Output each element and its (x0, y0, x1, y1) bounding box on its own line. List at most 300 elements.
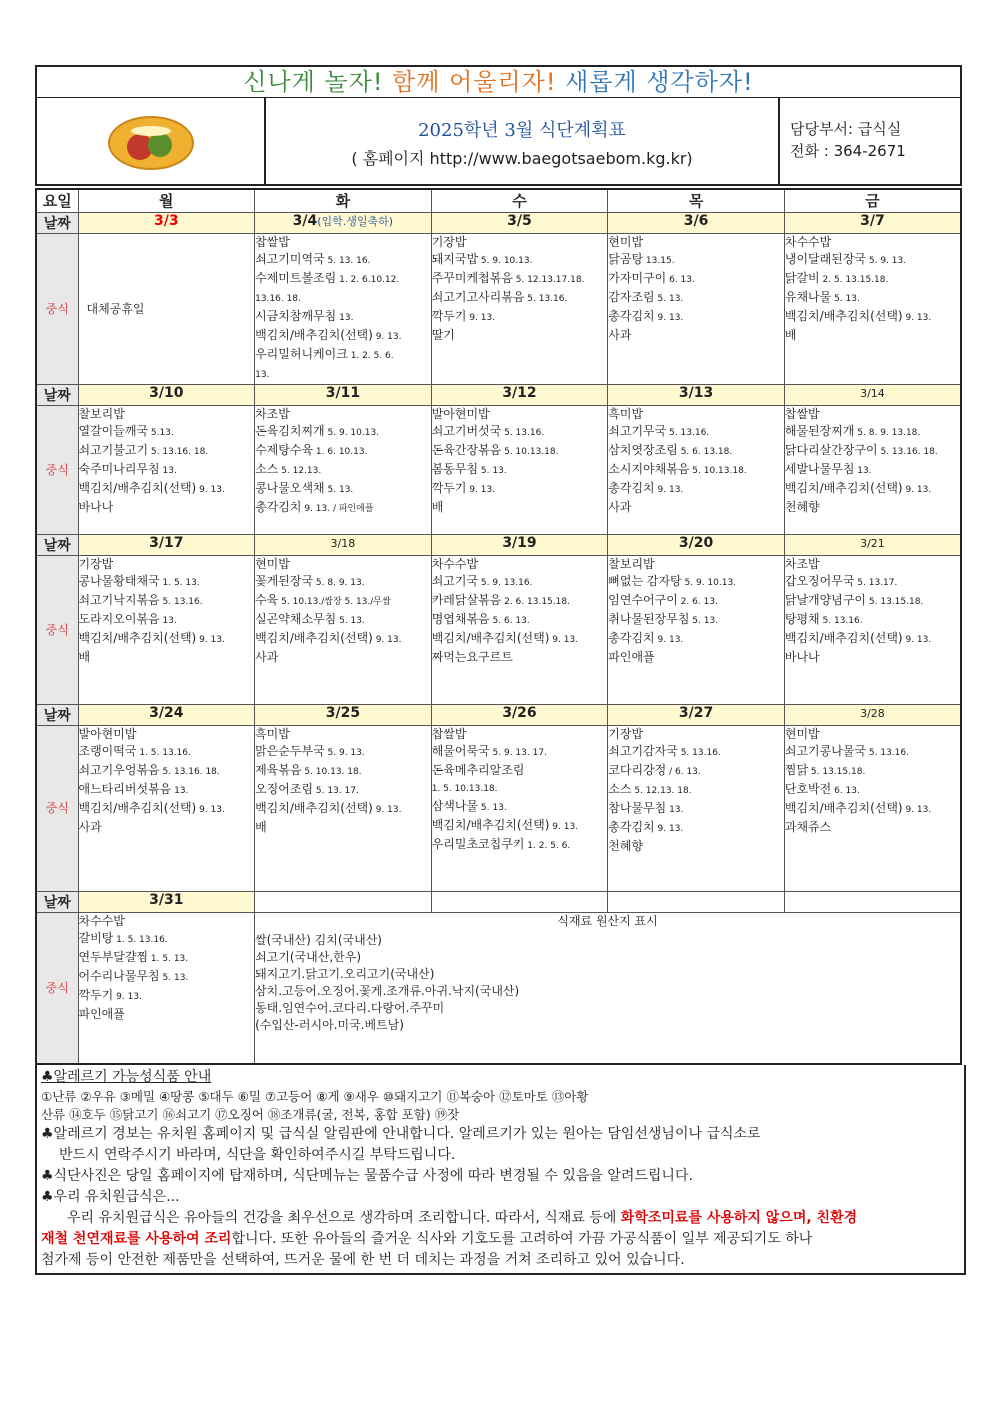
menu-item (255, 289, 431, 308)
menu-item-name: 닭다리살간장구이 (784, 443, 878, 457)
date-value: 3/31 (149, 892, 184, 908)
allergen-codes: 9. 13. (654, 313, 684, 323)
menu-item (79, 649, 255, 666)
slogan-part-3: 새롭게 생각하자! (565, 68, 754, 96)
menu-item-name: 돈육김치찌개 (255, 424, 325, 438)
allergen-codes: 5. 13. 16. (324, 256, 371, 266)
allergen-codes: 9. 13. (372, 332, 402, 342)
allergen-codes: 5. 8. 9. 13.18. (854, 428, 921, 438)
allergen-codes: 9. 13. (654, 485, 684, 495)
dept-label: 담당부서: 급식실 (790, 120, 902, 138)
date-cell-empty (608, 892, 785, 913)
date-label: 날짜 (36, 213, 78, 234)
menu-item-name: 기장밥 (608, 727, 644, 741)
origin-line: (수입산-러시아.미국.베트남) (255, 1018, 404, 1032)
menu-item (79, 987, 255, 1006)
menu-item (608, 838, 784, 855)
menu-item-name: 현미밥 (784, 727, 820, 741)
menu-item-name: 조랭이떡국 (78, 744, 137, 758)
menu-item-name: 임연수어구이 (608, 593, 678, 607)
allergen-codes: 5. 13.16. (501, 428, 545, 438)
menu-item (255, 423, 431, 442)
menu-item-name: 닭갈비 (784, 271, 820, 285)
homepage-link[interactable]: ( 홈페이지 http://www.baegotsaebom.kg.kr) (351, 149, 693, 168)
allergen-codes: 5. 13. (654, 294, 684, 304)
policy-text-b: 합니다. 또한 유아들의 즐거운 식사와 기호도를 고려하여 가끔 가공식품이 일부 제공되기도 하나 (231, 1231, 813, 1247)
menu-item-name: 찹쌀밥 (255, 235, 290, 249)
menu-item (608, 819, 784, 838)
menu-item (432, 270, 608, 289)
menu-item-name: 짜먹는요구르트 (431, 650, 513, 664)
menu-item (255, 630, 431, 649)
menu-item (255, 800, 431, 819)
menu-item-name: 오징어조림 (255, 782, 314, 796)
menu-item-name: 뼈없는 감자탕 (608, 574, 682, 588)
menu-item (785, 406, 960, 423)
allergen-codes: 5. 9. 10.13. (324, 428, 380, 438)
allergen-codes: 6. 13. (666, 275, 695, 285)
menu-item (785, 726, 960, 743)
menu-item (785, 251, 960, 270)
menu-item-name: 사과 (608, 500, 632, 514)
menu-item (432, 423, 608, 442)
allergen-codes: 5. 13. (689, 616, 719, 626)
menu-item-name: 단호박전 (784, 782, 832, 796)
menu-item-name: 백김치/배추김치(선택) (255, 631, 373, 645)
date-value: 3/13 (678, 385, 714, 401)
allergen-codes: 1. 5. 13. (159, 578, 200, 588)
menu-table (35, 188, 962, 1065)
menu-item-name: 닭곰탕 (608, 252, 644, 266)
date-value: 3/17 (149, 535, 184, 551)
menu-item (79, 499, 255, 516)
origin-title: 식재료 원산지 표시 (557, 914, 658, 928)
menu-item (608, 308, 784, 327)
allergen-codes: 9. 13. (654, 635, 684, 645)
menu-item (785, 630, 960, 649)
menu-item (785, 762, 960, 781)
menu-item-name: 도라지오이볶음 (78, 612, 160, 626)
day-mon: 월 (78, 189, 255, 213)
allergen-codes: 1. 5. 10.13.18. (431, 784, 498, 794)
allergen-codes: 9. 13. (372, 635, 402, 645)
allergen-codes: 9. 13. / 파인애플 (301, 504, 374, 514)
kindergarten-meal-heading: ♣우리 유치원급식은... (41, 1189, 180, 1205)
menu-item-name: 쇠고기콩나물국 (784, 744, 867, 758)
meal-cell (784, 406, 961, 535)
menu-item (785, 573, 960, 592)
menu-item (255, 365, 431, 384)
menu-item-name: 대체공휴일 (86, 301, 145, 316)
menu-item (785, 327, 960, 344)
date-label: 날짜 (36, 892, 78, 913)
date-cell (784, 535, 961, 556)
policy-text-a: 우리 유치원급식은 유아들의 건강을 최우선으로 생각하며 조리합니다. 따라서, 식재료 등에 (67, 1210, 621, 1226)
menu-item-name: 백김치/배추김치(선택) (431, 818, 550, 832)
menu-item-name: 맑은순두부국 (255, 744, 325, 758)
date-cell (431, 535, 608, 556)
date-row (36, 705, 961, 726)
meal-policy-paragraph (41, 1208, 964, 1229)
menu-item (79, 1006, 255, 1023)
date-cell (784, 213, 961, 234)
menu-item (255, 327, 431, 346)
date-cell-empty (431, 892, 608, 913)
menu-item (432, 762, 608, 779)
menu-item (608, 423, 784, 442)
date-cell (431, 385, 608, 406)
menu-item (79, 406, 255, 423)
menu-item-name: 천혜향 (784, 500, 820, 514)
menu-item (432, 726, 608, 743)
menu-item (79, 781, 255, 800)
menu-item (785, 234, 960, 251)
allergen-codes: 9. 13. (196, 485, 225, 495)
allergen-codes: 1. 5. 13.16. (136, 748, 191, 758)
date-cell (78, 213, 255, 234)
date-cell-empty (784, 892, 961, 913)
menu-item-name: 총각김치 (608, 309, 655, 323)
menu-item (608, 781, 784, 800)
allergy-list-2: 산류 ⑭호두 ⑮닭고기 ⑯쇠고기 ⑰오징어 ⑱조개류(굴, 전복, 홍합 포함) ⑲잣 (41, 1107, 460, 1122)
meal-cell (78, 406, 255, 535)
date-cell (78, 535, 255, 556)
weekday-row (36, 189, 961, 213)
allergen-codes: 9. 13. (549, 635, 579, 645)
allergen-codes: 5. 13.17. (854, 578, 898, 588)
menu-item (785, 423, 960, 442)
menu-item-name: 쇠고기국 (431, 574, 479, 588)
title-cell (266, 98, 780, 184)
menu-item-name: 딸기 (431, 328, 455, 342)
menu-item (432, 817, 608, 836)
menu-item-name: 파인애플 (78, 1007, 125, 1021)
menu-item (432, 630, 608, 649)
menu-item-name: 쇠고기버섯국 (431, 424, 502, 438)
meal-cell (78, 234, 255, 385)
menu-item (432, 592, 608, 611)
menu-item (255, 442, 431, 461)
allergen-codes: 2. 5. 13.15.18. (819, 275, 889, 285)
allergen-codes: 5. 13.15.18. (866, 597, 924, 607)
meal-cell (608, 556, 785, 705)
meal-policy-paragraph-3: 첨가제 등이 안전한 제품만을 선택하여, 뜨거운 물에 한 번 더 데치는 과정을 거쳐 조리하고 있어 있습니다. (41, 1252, 685, 1268)
menu-item-name: 사과 (78, 820, 102, 834)
date-cell (255, 213, 432, 234)
menu-item (255, 762, 431, 781)
menu-item-name: 애느타리버섯볶음 (78, 782, 172, 796)
menu-item-name: 쇠고기감자국 (608, 744, 678, 758)
menu-item-name: 총각김치 (255, 500, 302, 514)
menu-item-name: 차수수밥 (78, 914, 125, 928)
date-cell (608, 385, 785, 406)
menu-item (255, 649, 431, 666)
menu-item (608, 442, 784, 461)
origin-line: 쇠고기(국내산,한우) (255, 950, 362, 964)
meal-cell (608, 406, 785, 535)
menu-item-name: 코다리강정 (608, 763, 667, 777)
allergen-codes: 5. 13. (336, 616, 365, 626)
menu-item-name: 바나나 (78, 500, 114, 514)
menu-item-name: 갈비탕 (78, 931, 114, 945)
allergy-notice-cont: 반드시 연락주시기 바라며, 식단을 확인하여주시길 부탁드립니다. (59, 1147, 456, 1163)
origin-line: 삼치.고등어.오징어.꽃게.조개류.아귀.낙지(국내산) (255, 984, 520, 998)
menu-item (432, 798, 608, 817)
menu-item-name: 돈육메추리알조림 (431, 763, 525, 777)
allergen-codes: 9. 13. (902, 805, 932, 815)
meal-cell (784, 556, 961, 705)
menu-item (79, 968, 255, 987)
menu-item-name: 갑오징어무국 (784, 574, 855, 588)
allergen-codes: 1. 5. 13. (148, 954, 189, 964)
menu-item-name: 찜닭 (784, 763, 809, 777)
menu-item (432, 289, 608, 308)
allergen-codes: 5. 12.13. (278, 466, 322, 476)
menu-item-name: 찰보리밥 (608, 557, 655, 571)
menu-item-name: 실곤약채소무침 (255, 612, 337, 626)
allergen-codes: 5. 13.16. 18. (148, 447, 209, 457)
date-cell (784, 385, 961, 406)
menu-item-name: 삼색나물 (431, 799, 479, 813)
menu-item (432, 327, 608, 344)
menu-item (608, 649, 784, 666)
date-cell (255, 535, 432, 556)
menu-item-name: 닭날개양념구이 (784, 593, 867, 607)
allergen-codes: 5. 8. 9. 13. (313, 578, 365, 588)
date-value: 3/21 (860, 537, 885, 550)
date-value: 3/25 (325, 705, 361, 721)
menu-item (79, 762, 255, 781)
meal-cell (255, 234, 432, 385)
date-cell-empty (255, 892, 432, 913)
date-value: 3/20 (678, 535, 714, 551)
day-tue: 화 (255, 189, 432, 213)
menu-item (79, 800, 255, 819)
allergen-codes: 5. 12.13.17.18. (512, 275, 585, 285)
menu-item (608, 270, 784, 289)
meal-label: 중식 (36, 556, 78, 705)
menu-item (79, 480, 255, 499)
menu-item-name: 현미밥 (255, 557, 290, 571)
allergen-codes: 5. 6. 13. (489, 616, 530, 626)
menu-item-name: 쇠고기낙지볶음 (78, 593, 160, 607)
menu-item (255, 461, 431, 480)
allergen-codes: 5. 13. (831, 294, 860, 304)
photo-notice: ♣식단사진은 당일 홈페이지에 탑재하며, 식단메뉴는 물품수급 사정에 따라 변경될 수 있음을 알려드립니다. (41, 1168, 693, 1184)
menu-item (87, 301, 255, 318)
menu-item-name: 배 (255, 820, 267, 834)
menu-item (785, 781, 960, 800)
date-cell (78, 892, 255, 913)
menu-item (255, 743, 431, 762)
date-label: 날짜 (36, 385, 78, 406)
menu-item-name: 백김치/배추김치(선택) (784, 631, 903, 645)
menu-item (432, 480, 608, 499)
date-label: 날짜 (36, 535, 78, 556)
allergen-codes: 5. 13.16. (866, 748, 909, 758)
menu-item-name: 제육볶음 (255, 763, 302, 777)
menu-item-name: 차수수밥 (431, 557, 479, 571)
date-row (36, 535, 961, 556)
menu-item (255, 480, 431, 499)
menu-item-name: 시금치참깨무침 (255, 309, 337, 323)
allergen-codes: 5. 6. 13.18. (677, 447, 733, 457)
date-cell (608, 705, 785, 726)
menu-item (255, 573, 431, 592)
allergen-codes: 13. (854, 466, 872, 476)
menu-item (432, 442, 608, 461)
origin-line: 돼지고기.닭고기.오리고기(국내산) (255, 967, 435, 981)
allergen-codes: 1. 2. 6.10.12. (336, 275, 400, 285)
meal-cell (255, 406, 432, 535)
menu-item-name: 해물된장찌개 (784, 424, 855, 438)
meal-cell (78, 556, 255, 705)
menu-item-name: 쇠고기고사리볶음 (431, 290, 525, 304)
menu-item (79, 573, 255, 592)
allergy-notice: ♣알레르기 경보는 유치원 홈페이지 및 급식실 알림판에 안내합니다. 알레르기가 있는 원아는 담임선생님이나 급식소로 (41, 1126, 761, 1142)
menu-item-name: 수제탕수육 (255, 443, 314, 457)
allergen-codes: 5. 9. 13.16. (478, 578, 533, 588)
allergen-codes: 13. (666, 805, 684, 815)
allergen-codes: 13. (255, 370, 270, 380)
slogan-part-1: 신나게 놀자! (243, 68, 384, 96)
menu-item-name: 발아현미밥 (78, 727, 137, 741)
allergen-codes: 5. 9. 13. 17. (489, 748, 547, 758)
slogan (35, 65, 962, 98)
allergen-codes: 13. (336, 313, 354, 323)
allergen-codes: 9. 13. (196, 805, 225, 815)
date-value: 3/12 (502, 385, 537, 401)
menu-item (255, 726, 431, 743)
date-value: 3/6 (683, 213, 709, 229)
menu-item (432, 573, 608, 592)
logo-cell (37, 98, 266, 184)
menu-item (255, 556, 431, 573)
notes-section (35, 1065, 966, 1275)
allergen-codes: 9. 13. (902, 313, 932, 323)
allergen-codes: 5. 13. (478, 466, 507, 476)
menu-item-name: 세발나물무침 (784, 462, 855, 476)
menu-item-name: 수육 (255, 593, 279, 607)
menu-item-name: 해물어묵국 (431, 744, 490, 758)
menu-item (608, 611, 784, 630)
allergen-codes: 5. 10.13.18. (501, 447, 559, 457)
meal-cell (784, 234, 961, 385)
menu-item-name: 차조밥 (784, 557, 820, 571)
menu-item-name: 소스 (255, 462, 279, 476)
menu-item-name: 총각김치 (608, 481, 655, 495)
meal-row (36, 406, 961, 535)
menu-item (785, 743, 960, 762)
menu-item-name: 천혜향 (608, 839, 644, 853)
allergy-list-1: ①난류 ②우유 ③메밀 ④땅콩 ⑤대두 ⑥밀 ⑦고등어 ⑧게 ⑨새우 ⑩돼지고기 ⑪복숭아 ⑫토마토 ⑬아황 (41, 1089, 589, 1104)
meal-cell (78, 913, 255, 1065)
menu-item (79, 461, 255, 480)
menu-item (785, 592, 960, 611)
allergen-codes: 1. 5. 13.16. (113, 935, 168, 945)
menu-item (785, 270, 960, 289)
menu-item (255, 270, 431, 289)
meal-cell (784, 726, 961, 892)
slogan-part-2: 함께 어울리자! (392, 68, 557, 96)
allergen-codes: 13.15. (643, 256, 675, 266)
allergen-codes: 9. 13. (549, 822, 579, 832)
menu-item (432, 556, 608, 573)
phone-label: 전화 : 364-2671 (790, 142, 906, 160)
allergen-codes: 5. 13. (324, 485, 354, 495)
day-wed: 수 (431, 189, 608, 213)
menu-item-name: 우리밀초코칩쿠키 (431, 837, 525, 851)
allergen-codes: 5. 10.13./쌈장 5. 13./무쌈 (278, 597, 391, 607)
menu-item-name: 배 (78, 650, 91, 664)
allergen-codes: 5. 9. 13. (866, 256, 907, 266)
meal-row (36, 556, 961, 705)
date-value: 3/18 (330, 537, 356, 550)
date-label: 날짜 (36, 705, 78, 726)
allergen-codes: 5. 13.16. 18. (159, 767, 220, 777)
date-cell (608, 213, 785, 234)
allergen-codes: 9. 13. (113, 992, 142, 1002)
allergen-codes: 1. 6. 10.13. (313, 447, 368, 457)
menu-item (255, 406, 431, 423)
menu-item-name: 쇠고기우엉볶음 (78, 763, 160, 777)
menu-item-name: 백김치/배추김치(선택) (78, 631, 197, 645)
menu-item (79, 630, 255, 649)
allergen-codes: 9. 13. (466, 313, 496, 323)
menu-item-name: 삼치엿장조림 (608, 443, 678, 457)
menu-item (432, 308, 608, 327)
menu-page (35, 65, 962, 1275)
menu-item-name: 연두부달걀찜 (78, 950, 149, 964)
menu-item-name: 가자미구이 (608, 271, 667, 285)
meal-label: 중식 (36, 726, 78, 892)
menu-item-name: 탕평채 (784, 612, 820, 626)
contact-cell (780, 98, 960, 184)
date-cell (255, 705, 432, 726)
date-note: (입학.생일축하) (317, 215, 394, 228)
date-value: 3/14 (860, 387, 885, 400)
meal-label: 중식 (36, 234, 78, 385)
date-cell (608, 535, 785, 556)
menu-item-name: 카레닭살볶음 (431, 593, 502, 607)
menu-item (432, 779, 608, 798)
menu-item-name: 열갈이들깨국 (78, 424, 149, 438)
date-cell (784, 705, 961, 726)
allergen-codes: 5. 9. 10.13. (478, 256, 533, 266)
allergen-codes: 9. 13. (654, 824, 684, 834)
menu-item-name: 백김치/배추김치(선택) (78, 481, 197, 495)
menu-item (79, 726, 255, 743)
menu-item-name: 파인애플 (608, 650, 655, 664)
menu-item-name: 사과 (255, 650, 279, 664)
meal-cell (255, 556, 432, 705)
menu-item (79, 423, 255, 442)
menu-item (608, 461, 784, 480)
day-label: 요일 (36, 189, 78, 213)
allergen-codes: 2. 6. 13.15.18. (501, 597, 570, 607)
menu-item (432, 406, 608, 423)
meal-policy-paragraph-2 (41, 1229, 964, 1250)
menu-item (608, 743, 784, 762)
menu-item-name: 발아현미밥 (431, 407, 490, 421)
allergen-codes: 5. 13. (478, 803, 507, 813)
menu-item (432, 743, 608, 762)
allergen-codes: 13.16. 18. (255, 294, 301, 304)
menu-item-name: 기장밥 (431, 235, 467, 249)
menu-item (432, 251, 608, 270)
allergen-codes: 13. (159, 466, 177, 476)
meal-row (36, 234, 961, 385)
